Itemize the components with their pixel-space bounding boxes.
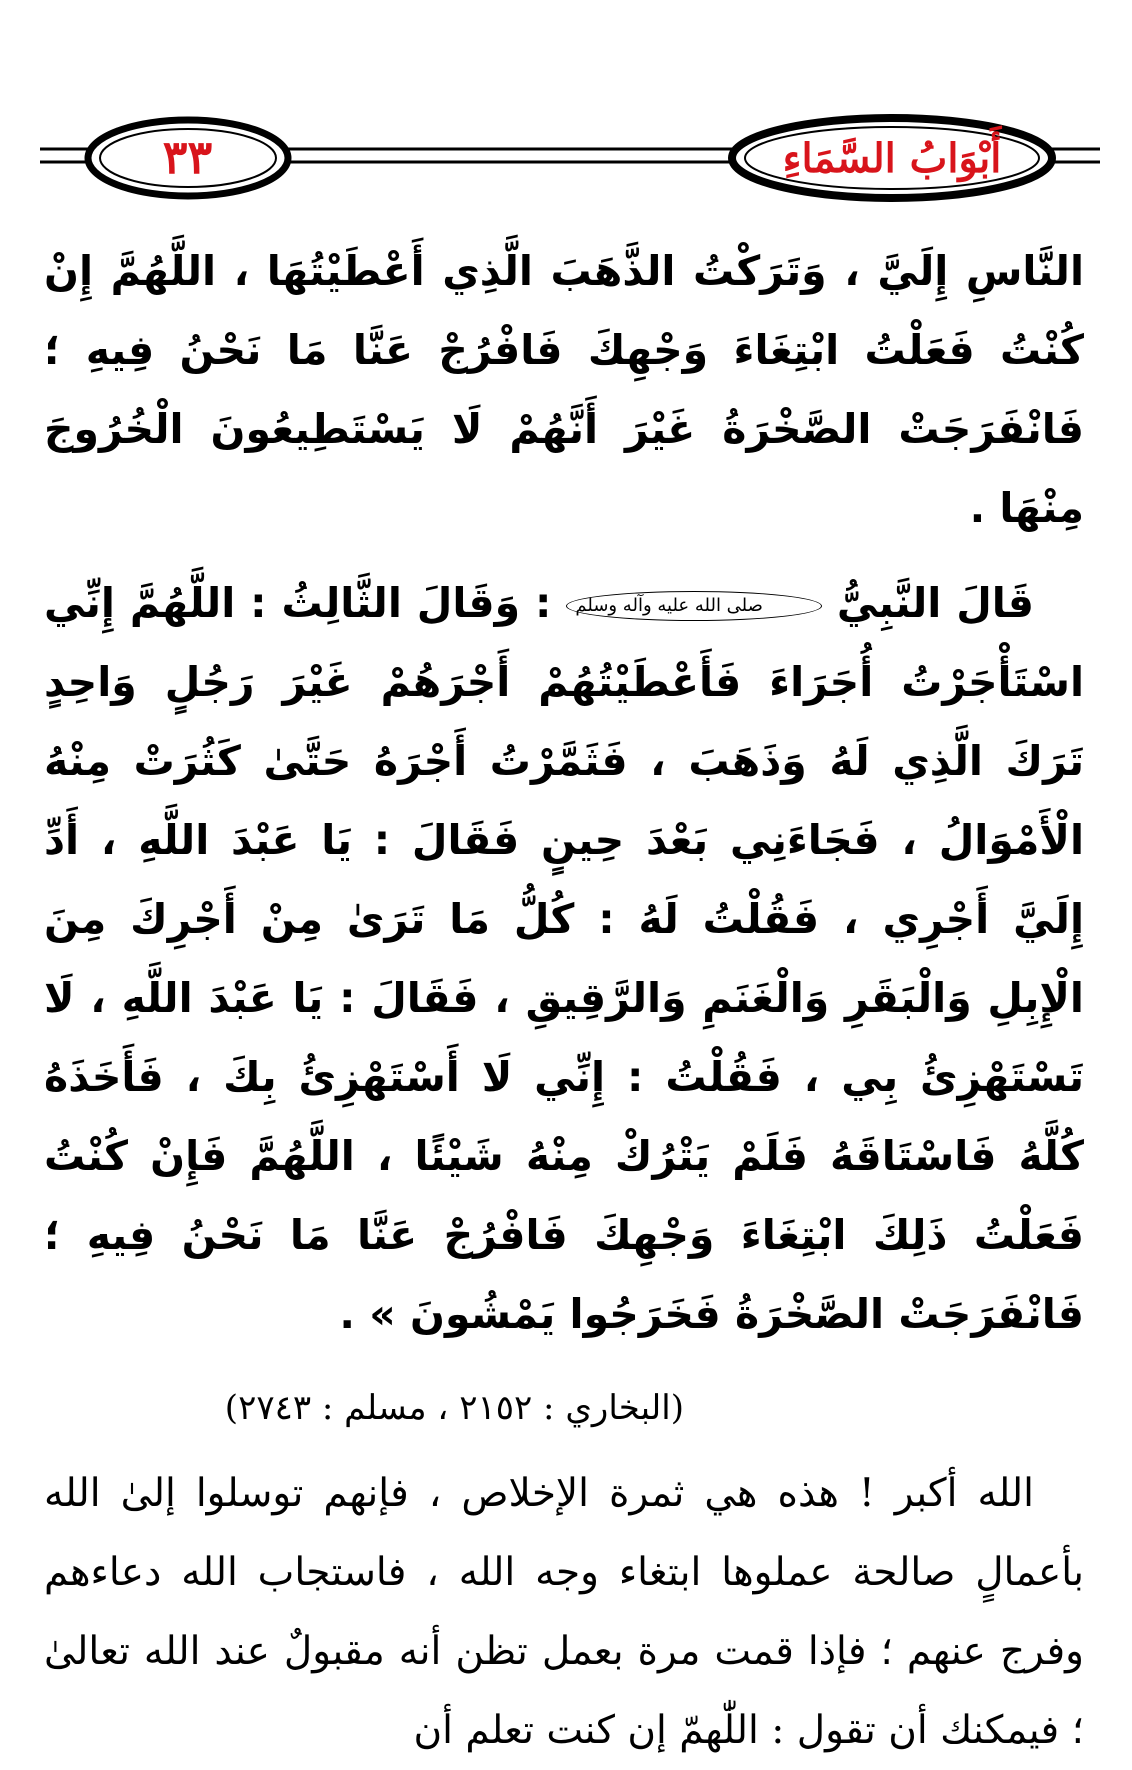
hadith-text: [44, 232, 1084, 1354]
hadith-paragraph-2: [44, 564, 1084, 1354]
commentary-text: الله أكبر ! هذه هي ثمرة الإخلاص ، فإنهم توسلوا إلىٰ الله بأعمالٍ صالحة عملوها ابتغاء وجه الله ، فاستجاب الله دعاءهم وفرج عنهم ؛ فإذا قمت مرة بعمل تظن أنه مقبولٌ عند الله تعالىٰ ؛ فيمكنك أن تقول : اللّٰهمّ إن كنت تعلم أن: [44, 1471, 1084, 1753]
pbuh-seal-icon: صلى الله عليه وآله وسلم: [566, 591, 822, 621]
hadith-paragraph-2-start: قَالَ النَّبِيُّ: [836, 579, 1035, 627]
hadith-paragraph-2-rest: : وَقَالَ الثَّالِثُ : اللَّهُمَّ إِنِّي اسْتَأْجَرْتُ أُجَرَاءَ فَأَعْطَيْتُهُمْ أَجْرَهُمْ غَيْرَ رَجُلٍ وَاحِدٍ تَرَكَ الَّذِي لَهُ وَذَهَبَ ، فَثَمَّرْتُ أَجْرَهُ حَتَّىٰ كَثُرَتْ مِنْهُ الْأَمْوَالُ ، فَجَاءَنِي بَعْدَ حِينٍ فَقَالَ : يَا عَبْدَ اللَّهِ ، أَدِّ إِلَيَّ أَجْرِي ، فَقُلْتُ لَهُ : كُلُّ مَا تَرَىٰ مِنْ أَجْرِكَ مِنَ الْإِبِلِ وَالْبَقَرِ وَالْغَنَمِ وَالرَّقِيقِ ، فَقَالَ : يَا عَبْدَ اللَّهِ ، لَا تَسْتَهْزِئُ بِي ، فَقُلْتُ : إِنِّي لَا أَسْتَهْزِئُ بِكَ ، فَأَخَذَهُ كُلَّهُ فَاسْتَاقَهُ فَلَمْ يَتْرُكْ مِنْهُ شَيْئًا ، اللَّهُمَّ فَإِنْ كُنْتُ فَعَلْتُ ذَلِكَ ابْتِغَاءَ وَجْهِكَ فَافْرُجْ عَنَّا مَا نَحْنُ فِيهِ ؛ فَانْفَرَجَتْ الصَّخْرَةُ فَخَرَجُوا يَمْشُونَ » .: [44, 579, 1084, 1338]
hadith-citation: (البخاري : ٢١٥٢ ، مسلم : ٢٧٤٣): [224, 1388, 684, 1428]
book-title: أَبْوَابُ السَّمَاءِ: [782, 135, 1002, 182]
page-number: ٣٣: [162, 130, 213, 184]
page-header: [40, 112, 1100, 210]
page-content: [44, 232, 1084, 1770]
hadith-paragraph-1: النَّاسِ إِلَيَّ ، وَتَرَكْتُ الذَّهَبَ الَّذِي أَعْطَيْتُهَا ، اللَّهُمَّ إِنْ كُنْتُ فَعَلْتُ ابْتِغَاءَ وَجْهِكَ فَافْرُجْ عَنَّا مَا نَحْنُ فِيهِ ؛ فَانْفَرَجَتْ الصَّخْرَةُ غَيْرَ أَنَّهُمْ لَا يَسْتَطِيعُونَ الْخُرُوجَ مِنْهَا .: [44, 247, 1084, 532]
